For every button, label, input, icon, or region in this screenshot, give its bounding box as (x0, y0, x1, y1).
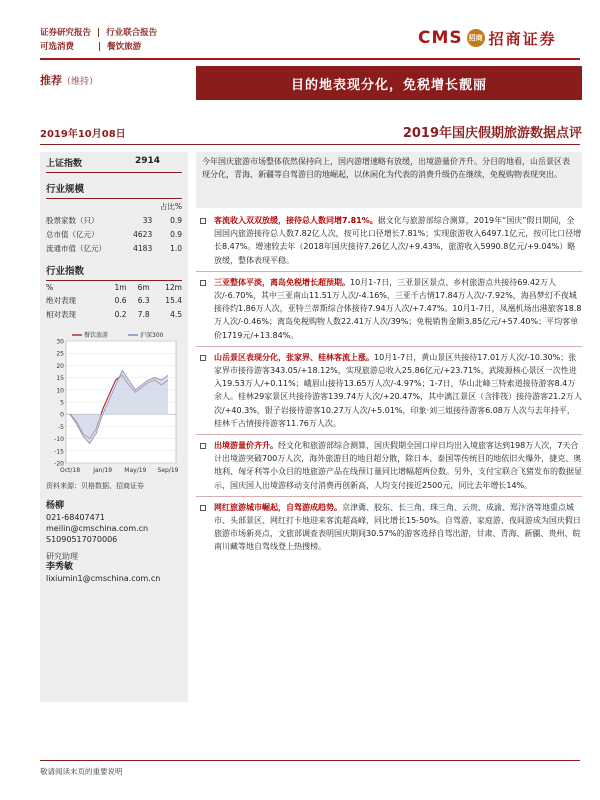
checkbox-bullet-icon (200, 505, 206, 511)
bullet-list (196, 214, 582, 562)
index-row (46, 156, 182, 173)
scale-table (46, 199, 182, 255)
table-row (46, 213, 182, 227)
bullet-lead: 网红旅游城市崛起，自驾游成趋势。 (214, 502, 342, 512)
perf-head: % (46, 282, 54, 292)
analyst-cert: S1090517070006 (46, 535, 118, 544)
table-row (46, 293, 182, 307)
logo-badge-icon: 招商 (467, 29, 485, 47)
logo-latin: CMS (418, 28, 463, 48)
y-tick-label: -15 (54, 448, 64, 456)
row-value: 6.3 (137, 295, 150, 305)
tag-report-type: 证券研究报告 (40, 28, 92, 38)
tag-sector: 可选消费 (40, 42, 75, 52)
perf-head: 1m (114, 282, 127, 292)
perf-head: 6m (137, 282, 150, 292)
x-tick-label: Jan/19 (93, 467, 113, 474)
bullet-lead: 三亚整体平淡，离岛免税增长超预期。 (214, 277, 350, 287)
x-tick-label: Oct/18 (59, 467, 81, 474)
row-value: 4183 (133, 243, 153, 253)
table-row (46, 241, 182, 255)
analyst-email: meilin@cmschina.com.cn (46, 524, 149, 533)
y-tick-label: 25 (56, 350, 64, 358)
report-tags (40, 26, 163, 54)
assistant-email: lixiumin1@cmschina.com.cn (46, 574, 161, 583)
cms-logo (418, 26, 557, 50)
perf-table (46, 281, 182, 321)
header-divider (40, 58, 580, 60)
chart-source: 资料来源：贝格数据、招商证券 (46, 482, 144, 490)
legend-label: 餐饮旅游 (84, 332, 109, 339)
list-item (196, 501, 582, 558)
tags-row-2 (40, 40, 163, 54)
doc-title: 2019年国庆假期旅游数据点评 (402, 126, 582, 141)
row-pct: 0.9 (170, 229, 182, 239)
rating (40, 72, 98, 88)
row-value: 15.4 (165, 295, 182, 305)
y-tick-label: 10 (56, 387, 64, 395)
report-date: 2019年10月08日 (40, 129, 126, 140)
row-name: 总市值（亿元） (46, 229, 99, 239)
row-name: 绝对表现 (46, 295, 76, 305)
list-item (196, 439, 582, 497)
y-tick-label: -5 (58, 423, 64, 431)
row-value: 0.6 (114, 295, 127, 305)
perf-head: 12m (165, 282, 182, 292)
tag-sep: | (98, 42, 102, 52)
row-value: 7.8 (137, 309, 150, 319)
bullet-text: 10月1-7日，黄山景区共接待17.01万人次/-10.30%；张家界市接待游客343.05/+18.12%，实现旅游总收入25.86亿元/+23.71%，武陵源核心景区一次性进入19.53万人/+0.11%；峨眉山接待13.65万人次/-4.97%；1-7日，华山北峰三特索道接待游客8.4万余人。桂林29家景区共接待游客139.74万人次/+20.47%，其中漓江景区（含排筏）接待游客21.2万人次/+40.3%，银子岩接待游客10.27万人次/+5.01%，印象·刘三姐接待游客6.08万人次与去年持平，桂林千古情接待游客11.76万人次。 (214, 352, 582, 428)
scale-col-head: 占比% (159, 201, 182, 211)
title-divider (40, 144, 580, 145)
table-row (46, 227, 182, 241)
tag-sep: | (97, 28, 101, 38)
tag-industry: 餐饮旅游 (107, 42, 142, 52)
checkbox-bullet-icon (200, 355, 206, 361)
y-tick-label: 15 (56, 375, 64, 383)
row-name: 股票家数（只） (46, 215, 99, 225)
footer-note: 敬请阅读末页的重要说明 (40, 767, 123, 776)
rating-sub: （维持） (62, 77, 99, 87)
list-item (196, 276, 582, 347)
x-tick-label: Sep/19 (157, 467, 179, 474)
footer-divider (40, 760, 580, 761)
list-item (196, 351, 582, 435)
perf-title: 行业指数 (46, 255, 182, 281)
row-name: 相对表现 (46, 309, 76, 319)
checkbox-bullet-icon (200, 443, 206, 449)
checkbox-bullet-icon (200, 280, 206, 286)
checkbox-bullet-icon (200, 218, 206, 224)
y-tick-label: 30 (56, 338, 64, 346)
legend-label: 沪深300 (140, 332, 164, 339)
bullet-text: 10月1-7日，三亚景区景点、乡村旅游点共接待69.42万人次/-6.70%，其中三亚南山11.51万人次/-4.16%，三亚千古情17.84万人次/-7.92%，海昌梦幻不夜城接待约1.86万人次，亚特兰蒂斯综合体接待7.94万人次/+7.47%。10月1-7日，凤凰机场出港旅客18.8万人次/-0.46%；离岛免税购物人数22.41万人次/39%；免税销售金额3.85亿元/+57.40%；平均客单价1719元/+13.84%。 (214, 277, 582, 340)
list-item (196, 214, 582, 272)
bullet-lead: 出境游量价齐升。 (214, 441, 278, 451)
index-value: 2914 (134, 156, 160, 166)
bullet-text: 经文化和旅游部综合测算，国庆假期全国口岸日均出入境旅客达到198万人次，7天合计出境游突破700万人次，海外旅游目的地目超分散，除日本、泰国等传统目的地依旧火爆外，捷克、奥地利、匈牙利等小众目的地旅游产品在线预订量同比增幅超两位数。另外，支付宝联合飞猪发布的数据显示，国庆国人出境游移动支付消费再创新高，人均支付接近2500元，同比去年增长14%。 (214, 441, 582, 490)
assistant-name: 李秀敏 (46, 562, 74, 572)
bullet-text: 京津冀、胶东、长三角、珠三角、云贵、成渝、郑汴洛等地重点城市、头部景区、网红打卡地迎来客流超高峰，同比增长15-50%。自驾游、家庭游、夜间游成为国庆假日旅游市场新亮点，文旅部调查表明国庆期间30.57%的游客选择自驾出游，甘肃、青海、新疆、贵州、皖南川藏等地自驾线登上热搜榜。 (214, 502, 581, 552)
summary-box: 今年国庆旅游市场整体依然保持向上，国内游增速略有放缓，出境游量价齐升。分目的地看，山岳景区表现分化，青海、新疆等自驾游目的地崛起，以休闲化为代表的消费升级仍在继续，免税购物表现突出。 (196, 152, 582, 208)
analyst-name: 杨柳 (46, 501, 65, 511)
y-tick-label: -20 (54, 460, 64, 468)
analyst-phone: 021-68407471 (46, 513, 105, 522)
bullet-lead: 客流收入双双放缓，接待总人数同增7.81%。 (214, 216, 378, 225)
row-pct: 1.0 (170, 243, 182, 253)
y-tick-label: 20 (56, 362, 64, 370)
y-tick-label: -10 (54, 436, 64, 444)
rating-label: 推荐 (40, 74, 62, 87)
analyst-contact (46, 501, 182, 584)
row-value: 33 (142, 215, 153, 225)
logo-chinese: 招商证券 (488, 29, 557, 48)
performance-chart (46, 325, 182, 475)
row-value: 0.2 (114, 309, 127, 319)
table-row (46, 307, 182, 321)
row-pct: 0.9 (170, 215, 182, 225)
row-value: 4.5 (170, 309, 182, 319)
y-tick-label: 5 (60, 399, 64, 407)
tags-row-1 (40, 26, 163, 40)
bullet-text: 据文化与旅游部综合测算，2019年“国庆”假日期间，全国国内旅游接待总人数7.82亿人次，按可比口径增长7.81%；实现旅游收入6497.1亿元，按可比口径增长8.47%。增速较去年（2018年国庆接待7.26亿人次/+9.43%，旅游收入5990.8亿元/+9.04%）略放缓，整体表现平稳。 (214, 216, 582, 265)
bullet-lead: 山岳景区表现分化，张家界、桂林客流上涨。 (214, 352, 374, 362)
assistant-role: 研究助理 (46, 552, 78, 561)
row-name: 流通市值（亿元） (46, 243, 106, 253)
scale-title: 行业规模 (46, 173, 182, 199)
index-label: 上证指数 (46, 159, 83, 169)
tag-report-kind: 行业联合报告 (106, 28, 158, 38)
sidebar (40, 152, 188, 702)
row-value: 4623 (133, 229, 153, 239)
headline-banner: 目的地表现分化，免税增长靓丽 (196, 66, 582, 100)
x-tick-label: May/19 (124, 467, 147, 474)
y-tick-label: 0 (60, 411, 64, 419)
